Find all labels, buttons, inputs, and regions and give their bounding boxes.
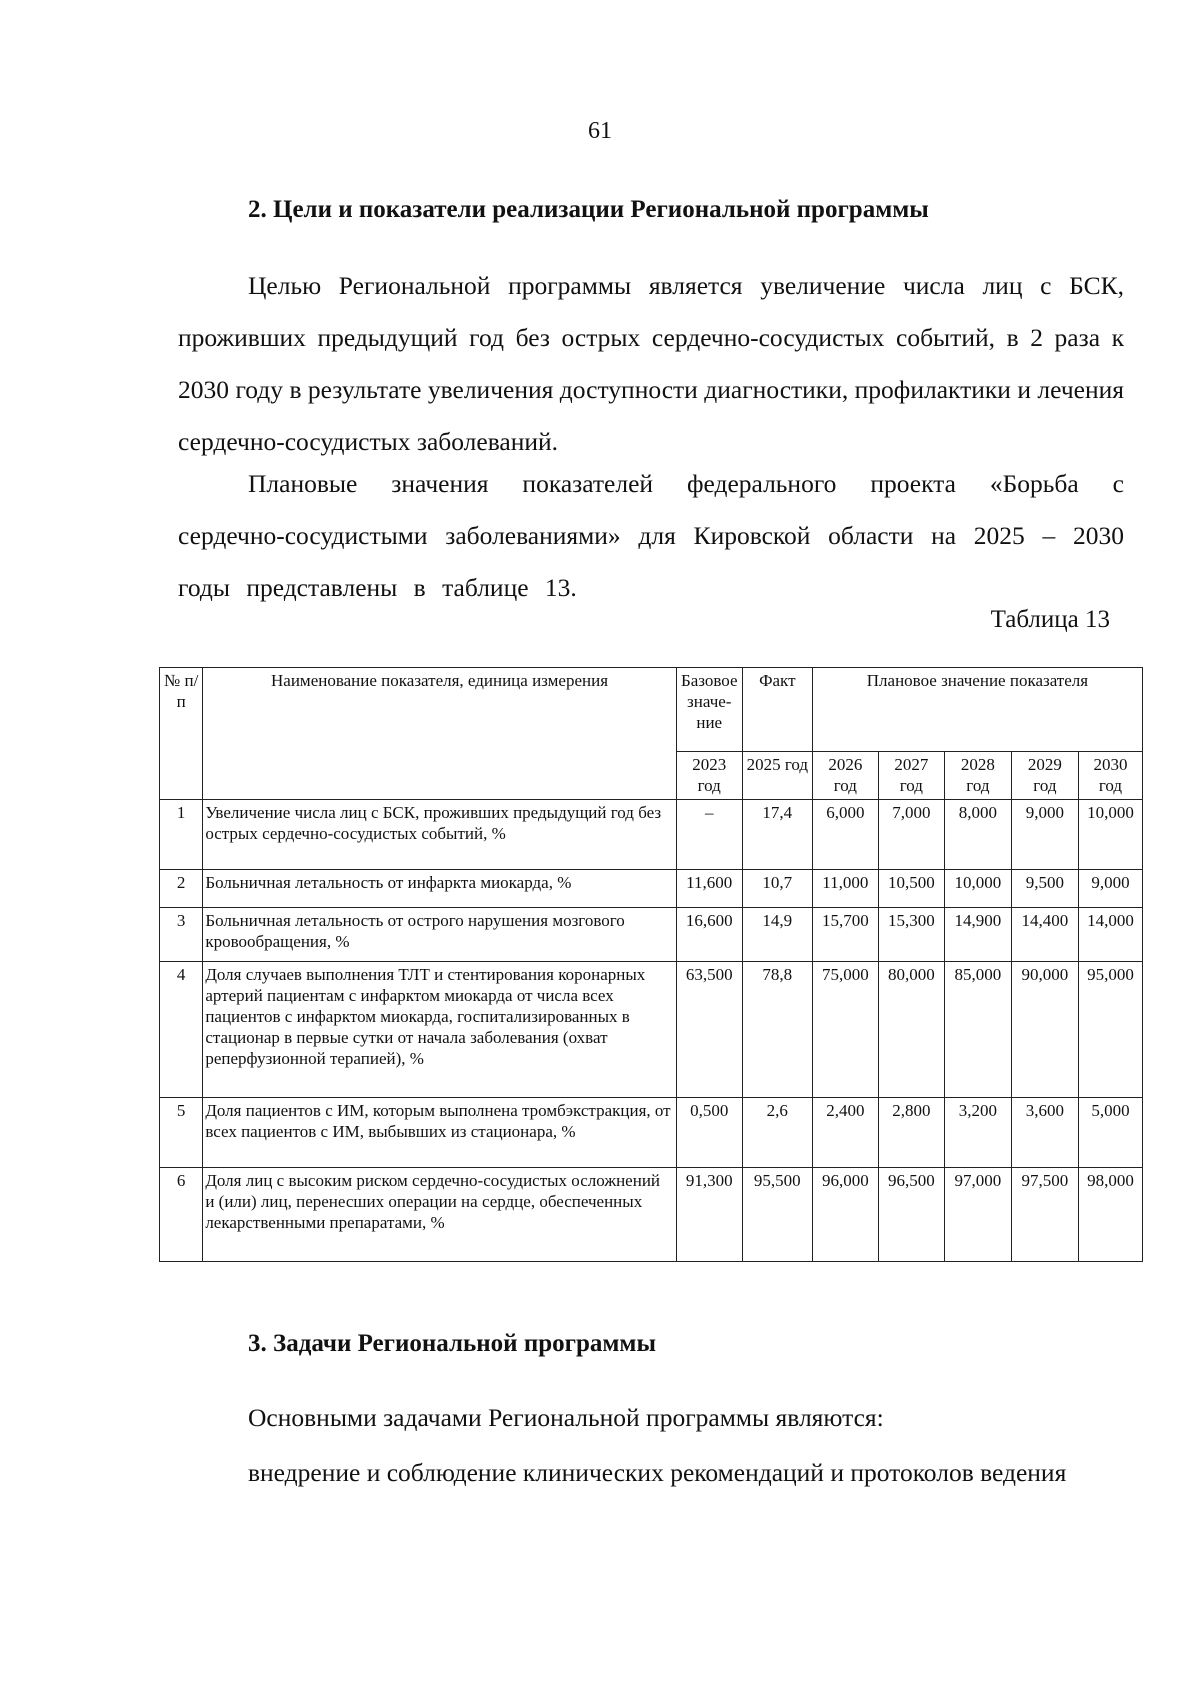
section-2-heading: 2. Цели и показатели реализации Региональной программы — [248, 196, 929, 223]
value-cell: 11,000 — [812, 870, 878, 908]
table-row — [160, 1168, 1143, 1262]
value-cell: 3,200 — [944, 1098, 1011, 1168]
indicators-table — [159, 667, 1143, 1262]
value-cell: 9,500 — [1011, 870, 1078, 908]
value-cell: 96,500 — [878, 1168, 944, 1262]
value-cell: 3,600 — [1011, 1098, 1078, 1168]
section-3-heading: 3. Задачи Региональной программы — [248, 1330, 656, 1357]
value-cell: 2,800 — [878, 1098, 944, 1168]
row-number: 5 — [160, 1098, 203, 1168]
tasks-paragraph: внедрение и соблюдение клинических рекомендаций и протоколов ведения — [248, 1458, 1067, 1487]
table-row — [160, 1098, 1143, 1168]
value-cell: 10,500 — [878, 870, 944, 908]
value-cell: 11,600 — [676, 870, 742, 908]
table-row — [160, 870, 1143, 908]
value-cell: 6,000 — [812, 800, 878, 870]
value-cell: 14,900 — [944, 908, 1011, 962]
row-number: 2 — [160, 870, 203, 908]
value-cell: 85,000 — [944, 962, 1011, 1098]
value-cell: 96,000 — [812, 1168, 878, 1262]
value-cell: 90,000 — [1011, 962, 1078, 1098]
value-cell: 95,500 — [742, 1168, 812, 1262]
row-number: 6 — [160, 1168, 203, 1262]
value-cell: 97,500 — [1011, 1168, 1078, 1262]
table-caption: Таблица 13 — [990, 606, 1110, 633]
value-cell: 14,9 — [742, 908, 812, 962]
header-plan: Плановое значение показателя — [812, 668, 1142, 752]
header-base: Базовое значе-ние — [676, 668, 742, 752]
header-year: 2023 год — [676, 752, 742, 800]
value-cell: 78,8 — [742, 962, 812, 1098]
value-cell: 14,400 — [1011, 908, 1078, 962]
value-cell: 97,000 — [944, 1168, 1011, 1262]
value-cell: – — [676, 800, 742, 870]
header-year: 2027 год — [878, 752, 944, 800]
tasks-intro: Основными задачами Региональной программы являются: — [248, 1403, 884, 1432]
value-cell: 5,000 — [1078, 1098, 1142, 1168]
goal-paragraph: Целью Региональной программы является увеличение числа лиц с БСК, проживших предыдущий год без острых сердечно-сосудистых событий, в 2 раза к 2030 году в результате увеличения доступности диагностики, профилактики и лечения сердечно-сосудистых заболеваний. — [178, 271, 1124, 456]
value-cell: 15,700 — [812, 908, 878, 962]
table-row — [160, 800, 1143, 870]
plan-values-paragraph: Плановые значения показателей федерального проекта «Борьба с сердечно-сосудистыми заболеваниями» для Кировской области на 2025 – 2030 годы представлены в таблице 13. — [178, 469, 1124, 602]
table-row — [160, 908, 1143, 962]
value-cell: 16,600 — [676, 908, 742, 962]
header-num: № п/п — [160, 668, 203, 800]
value-cell: 17,4 — [742, 800, 812, 870]
row-number: 1 — [160, 800, 203, 870]
value-cell: 9,000 — [1078, 870, 1142, 908]
header-year: 2029 год — [1011, 752, 1078, 800]
row-number: 4 — [160, 962, 203, 1098]
indicator-name: Доля пациентов с ИМ, которым выполнена тромбэкстракция, от всех пациентов с ИМ, выбывших из стационара, % — [203, 1098, 676, 1168]
indicator-name: Доля случаев выполнения ТЛТ и стентирования коронарных артерий пациентам с инфарктом миокарда от числа всех пациентов с инфарктом миокарда, госпитализированных в стационар в первые сутки от начала заболевания (охват реперфузионной терапией), % — [203, 962, 676, 1098]
value-cell: 80,000 — [878, 962, 944, 1098]
value-cell: 8,000 — [944, 800, 1011, 870]
value-cell: 98,000 — [1078, 1168, 1142, 1262]
value-cell: 95,000 — [1078, 962, 1142, 1098]
indicator-name: Больничная летальность от инфаркта миокарда, % — [203, 870, 676, 908]
value-cell: 91,300 — [676, 1168, 742, 1262]
value-cell: 63,500 — [676, 962, 742, 1098]
indicator-name: Увеличение числа лиц с БСК, проживших предыдущий год без острых сердечно-сосудистых событий, % — [203, 800, 676, 870]
page-number: 61 — [588, 118, 612, 144]
value-cell: 15,300 — [878, 908, 944, 962]
value-cell: 14,000 — [1078, 908, 1142, 962]
indicator-name: Больничная летальность от острого нарушения мозгового кровообращения, % — [203, 908, 676, 962]
value-cell: 0,500 — [676, 1098, 742, 1168]
value-cell: 10,7 — [742, 870, 812, 908]
value-cell: 10,000 — [944, 870, 1011, 908]
value-cell: 9,000 — [1011, 800, 1078, 870]
value-cell: 2,6 — [742, 1098, 812, 1168]
value-cell: 7,000 — [878, 800, 944, 870]
value-cell: 75,000 — [812, 962, 878, 1098]
header-name: Наименование показателя, единица измерения — [203, 668, 676, 800]
value-cell: 2,400 — [812, 1098, 878, 1168]
header-year: 2030 год — [1078, 752, 1142, 800]
table-row — [160, 962, 1143, 1098]
value-cell: 10,000 — [1078, 800, 1142, 870]
header-year: 2026 год — [812, 752, 878, 800]
header-year: 2025 год — [742, 752, 812, 800]
indicator-name: Доля лиц с высоким риском сердечно-сосудистых осложнений и (или) лиц, перенесших операции на сердце, обеспеченных лекарственными препаратами, % — [203, 1168, 676, 1262]
row-number: 3 — [160, 908, 203, 962]
header-year: 2028 год — [944, 752, 1011, 800]
header-fact: Факт — [742, 668, 812, 752]
